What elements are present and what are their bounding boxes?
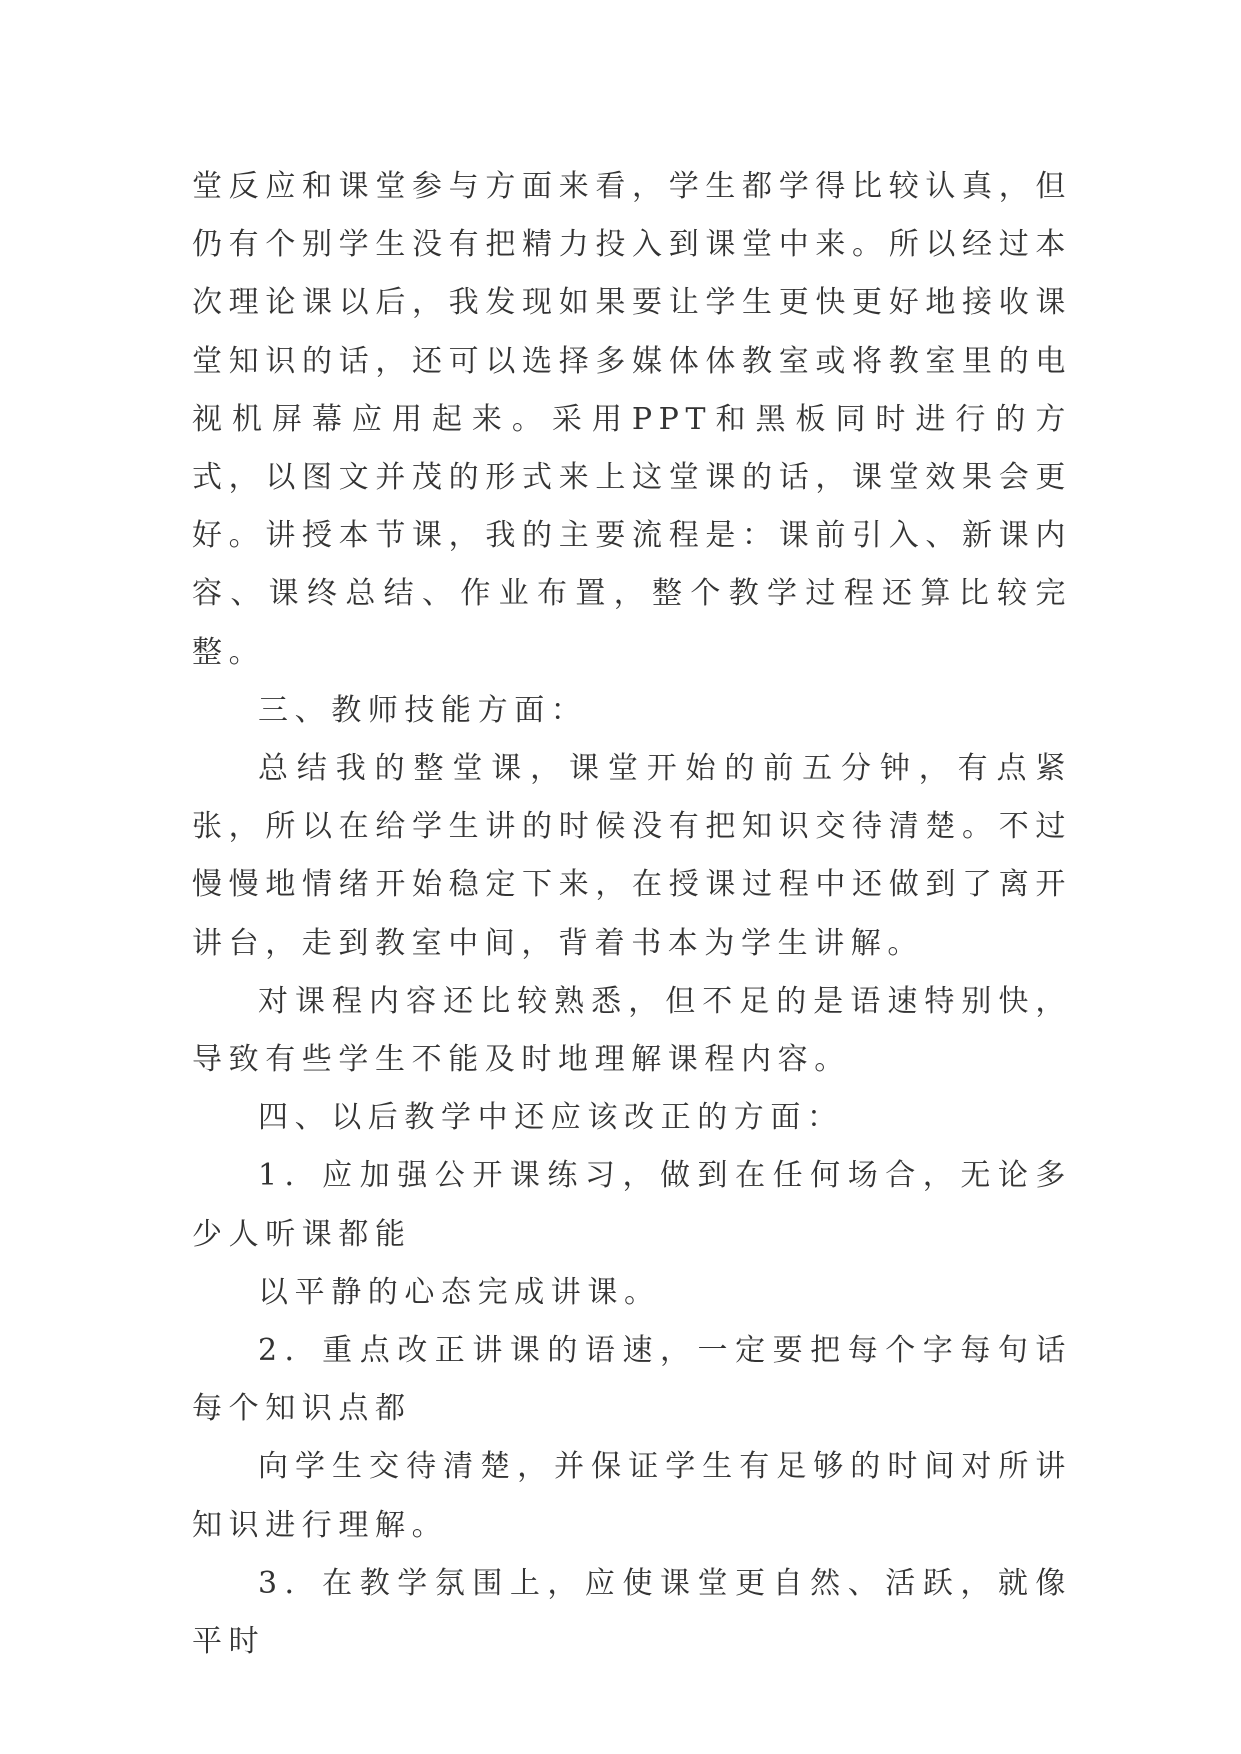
list-item-3: 3．在教学氛围上，应使课堂更自然、活跃，就像平时 <box>192 1565 1072 1660</box>
section-heading-teacher-skills: 三、教师技能方面： <box>258 692 588 728</box>
paragraph-continuation: 堂反应和课堂参与方面来看，学生都学得比较认真，但仍有个别学生没有把精力投入到课堂中来。所以经过本次理论课以后，我发现如果要让学生更快更好地接收课堂知识的话，还可以选择多媒体体教室或将教室里的电视机屏幕应用起来。采用PPT和黑板同时进行的方式，以图文并茂的形式来上这堂课的话，课堂效果会更好。讲授本节课，我的主要流程是：课前引入、新课内容、课终总结、作业布置，整个教学过程还算比较完整。 <box>192 169 1072 670</box>
paragraph-summary: 总结我的整堂课，课堂开始的前五分钟，有点紧张，所以在给学生讲的时候没有把知识交待清楚。不过慢慢地情绪开始稳定下来，在授课过程中还做到了离开讲台，走到教室中间，背着书本为学生讲解。 <box>192 751 1072 961</box>
list-item-2-continuation: 向学生交待清楚，并保证学生有足够的时间对所讲知识进行理解。 <box>192 1449 1072 1543</box>
document-body <box>192 158 1072 1671</box>
list-item-2: 2．重点改正讲课的语速，一定要把每个字每句话每个知识点都 <box>192 1333 1072 1427</box>
paragraph-course-familiarity: 对课程内容还比较熟悉，但不足的是语速特别快，导致有些学生不能及时地理解课程内容。 <box>192 983 1072 1078</box>
section-heading-improvements: 四、以后教学中还应该改正的方面： <box>258 1100 844 1136</box>
list-item-1-continuation: 以平静的心态完成讲课。 <box>258 1274 661 1310</box>
list-item-1: 1．应加强公开课练习，做到在任何场合，无论多少人听课都能 <box>192 1158 1072 1252</box>
